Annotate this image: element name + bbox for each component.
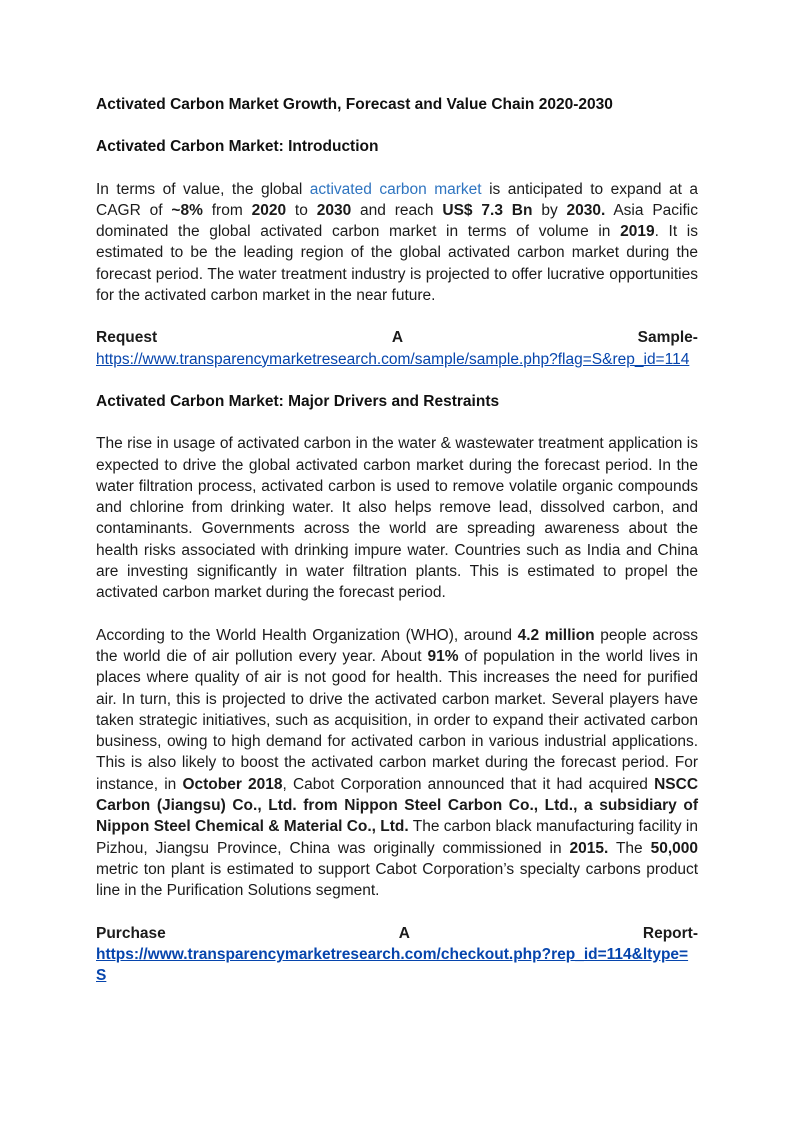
plant-capacity: 50,000 (650, 839, 698, 857)
request-word: Request (96, 329, 158, 347)
body-text: metric ton plant is estimated to support Cabot Corporation’s specialty carbons product line in the Purification Solutions segment. (96, 860, 698, 900)
body-text: The carbon black manufacturing facility in Pizhou, Jiangsu Province, China was originally commissioned in (96, 818, 698, 857)
intro-text: In terms of value, the global (96, 180, 310, 198)
body-text: people across the world die of air pollution every year. About (96, 626, 698, 665)
drivers-paragraph-1: The rise in usage of activated carbon in the water & wastewater treatment application is expected to drive the global activated carbon market during the forecast period. In the water filtration process, activated carbon is used to remove volatile organic compounds and chlorine from drinking water. It also helps remove lead, dissolved carbon, and contaminants. Governments across the world are spreading awareness about the health risks associated with drinking impure water. Countries such as India and China are investing significantly in water filtration plants. This is estimated to propel the activated carbon market during the forecast period. (96, 435, 698, 602)
body-text: According to the World Health Organization (WHO), around (96, 626, 518, 644)
commission-year: 2015. (569, 839, 609, 857)
intro-text: and reach (351, 201, 443, 219)
year-2030: 2030 (316, 201, 352, 219)
intro-text: . It is estimated to be the leading region of the global activated carbon market during the forecast period. The water treatment industry is projected to offer lucrative opportunities for the activated carbon market in the near future. (96, 223, 698, 305)
intro-text: to (286, 201, 317, 219)
activated-carbon-market-link[interactable]: activated carbon market (309, 180, 482, 198)
body-text: , Cabot Corporation announced that it had acquired (282, 775, 655, 793)
document-title: Activated Carbon Market Growth, Forecast and Value Chain 2020-2030 (96, 96, 613, 113)
body-text: The (608, 839, 651, 857)
year-2030-end: 2030. (566, 201, 606, 219)
intro-text: Asia Pacific dominated the global activated carbon market in terms of volume in (96, 201, 698, 241)
intro-paragraph (96, 179, 698, 307)
purchase-report-block (96, 923, 698, 987)
purchase-word: Purchase (96, 924, 166, 942)
intro-heading: Activated Carbon Market: Introduction (96, 138, 379, 156)
report-word: Report- (642, 924, 698, 942)
population-percent: 91% (427, 647, 459, 665)
market-value: US$ 7.3 Bn (442, 201, 533, 219)
intro-text: by (532, 201, 567, 219)
a-word: A (391, 329, 404, 347)
purchase-report-label (96, 923, 698, 944)
sample-link[interactable]: https://www.transparencymarketresearch.com/sample/sample.php?flag=S&rep_id=114 (96, 350, 690, 368)
request-sample-label (96, 327, 698, 348)
drivers-heading: Activated Carbon Market: Major Drivers and Restraints (96, 392, 500, 410)
a-word: A (398, 924, 410, 942)
document-page (96, 94, 698, 986)
cagr-value: ~8% (171, 201, 203, 219)
deaths-figure: 4.2 million (517, 626, 595, 644)
acquisition-date: October 2018 (182, 775, 283, 793)
drivers-paragraph-2 (96, 625, 698, 902)
year-2020: 2020 (251, 201, 287, 219)
intro-text: from (202, 201, 252, 219)
year-2019: 2019 (620, 223, 655, 241)
intro-text: is anticipated to expand at a CAGR of (96, 180, 698, 219)
body-text: of population in the world lives in places where quality of air is not good for health. This increases the need for purified air. In turn, this is projected to drive the activated carbon market. Several players have taken strategic initiatives, such as acquisition, in order to expand their activated carbon business, owing to high demand for activated carbon in various industrial applications. This is also likely to boost the activated carbon market during the forecast period. For instance, in (96, 647, 698, 793)
purchase-link[interactable]: https://www.transparencymarketresearch.com/checkout.php?rep_id=114&ltype=S (96, 945, 689, 985)
acquired-company: NSCC Carbon (Jiangsu) Co., Ltd. from Nippon Steel Carbon Co., Ltd., a subsidiary of Nippon Steel Chemical & Material Co., Ltd. (96, 775, 699, 836)
request-sample-block (96, 327, 698, 370)
sample-word: Sample- (637, 329, 698, 347)
